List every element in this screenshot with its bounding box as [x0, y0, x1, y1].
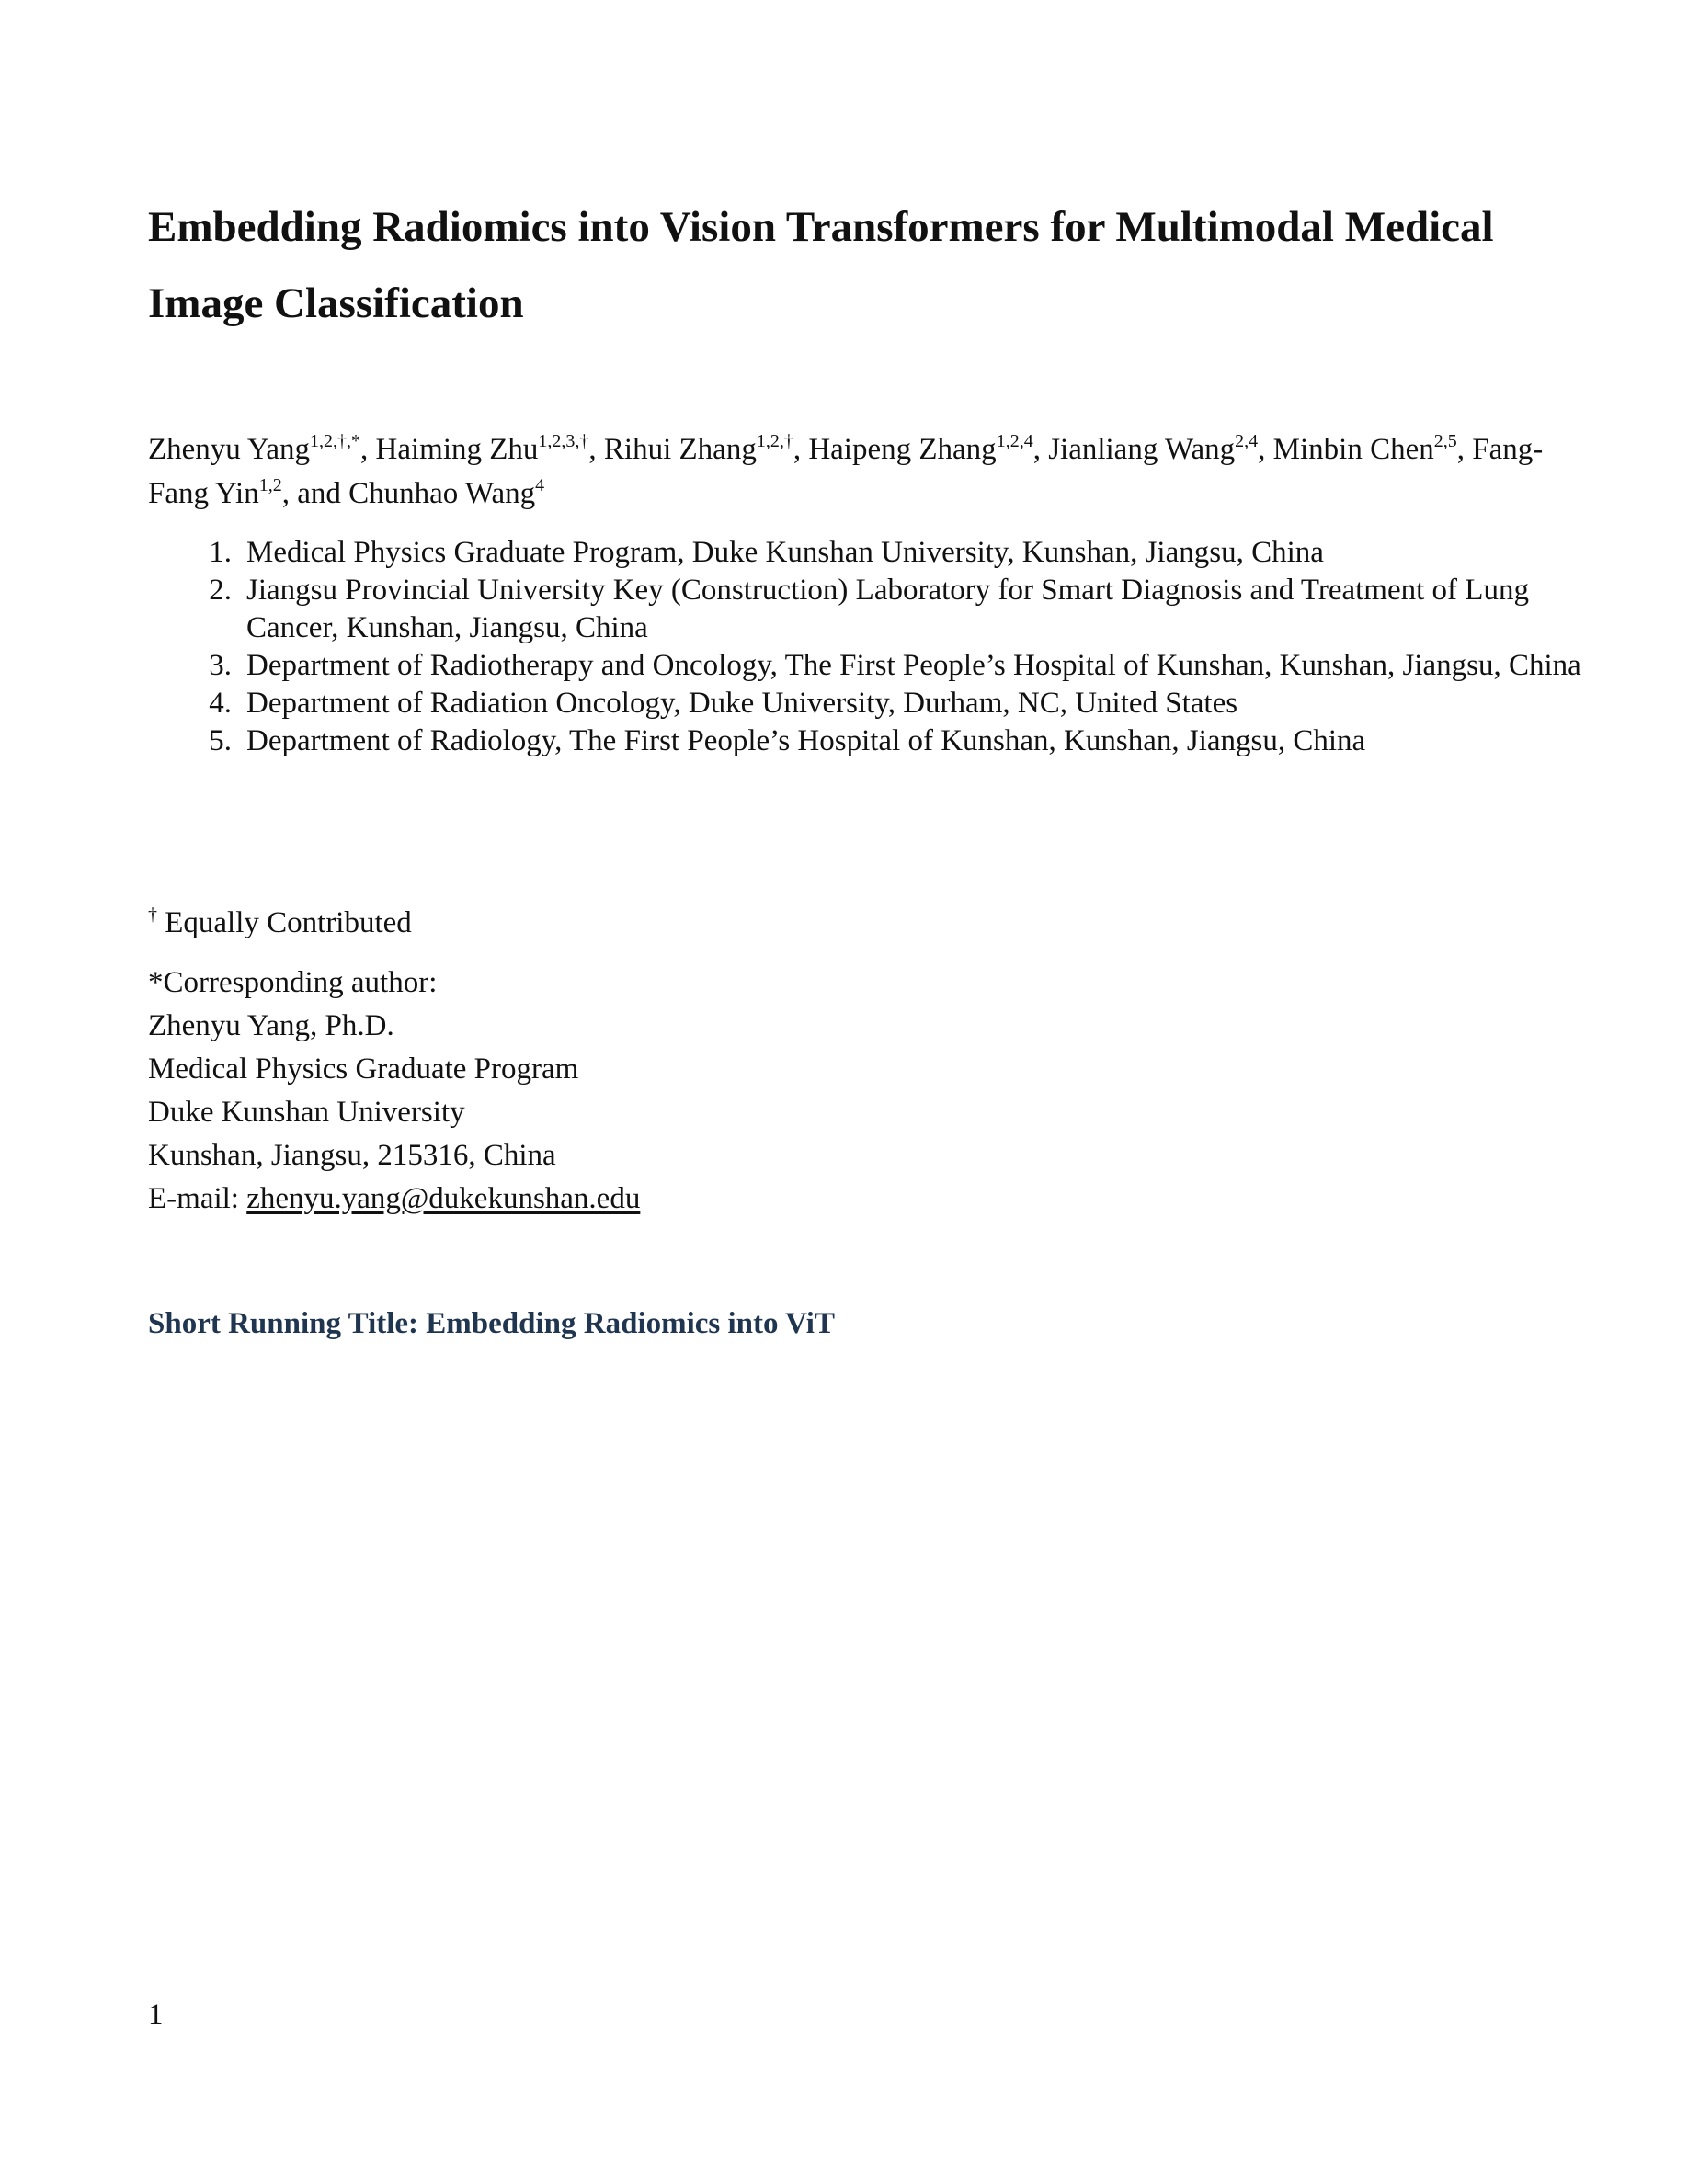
author-name: Jianliang Wang: [1048, 433, 1236, 466]
affiliation-number: 4.: [209, 687, 232, 720]
affiliation-text: Medical Physics Graduate Program, Duke Kunshan University, Kunshan, Jiangsu, China: [246, 536, 1324, 569]
author-name: Haipeng Zhang: [808, 433, 997, 466]
page-number: 1: [148, 1998, 164, 2031]
corresponding-program: Medical Physics Graduate Program: [148, 1052, 579, 1086]
paper-title: Embedding Radiomics into Vision Transformers for Multimodal Medical Image Classification: [148, 203, 1494, 327]
corresponding-address: Kunshan, Jiangsu, 215316, China: [148, 1139, 556, 1172]
author-list: [148, 427, 1555, 516]
running-title: Short Running Title: Embedding Radiomics into ViT: [148, 1307, 835, 1340]
corresponding-author-block: [148, 961, 640, 1221]
corresponding-name: Zhenyu Yang, Ph.D.: [148, 1009, 394, 1042]
equal-contribution-text: Equally Contributed: [157, 906, 412, 939]
author-name: Chunhao Wang: [348, 477, 536, 510]
author-separator: ,: [793, 433, 809, 466]
author-separator: ,: [1456, 433, 1473, 466]
equal-contribution-note: [148, 901, 412, 945]
author-name: Haiming Zhu: [375, 433, 539, 466]
author-name: Zhenyu Yang: [148, 433, 311, 466]
affiliation-number: 2.: [209, 574, 232, 607]
affiliation-item: [148, 572, 1582, 647]
email-label: E-mail:: [148, 1182, 247, 1215]
dagger-mark: †: [148, 904, 157, 925]
affiliation-text: Department of Radiotherapy and Oncology, The First People’s Hospital of Kunshan, Kunshan, Jiangsu, China: [246, 649, 1581, 682]
corresponding-institution: Duke Kunshan University: [148, 1096, 465, 1129]
author-affiliation-marks: 1,2,†,*: [310, 431, 361, 451]
author-affiliation-marks: 4: [535, 475, 545, 495]
author-affiliation-marks: 1,2,3,†: [538, 431, 589, 451]
author-separator: ,: [360, 433, 376, 466]
affiliation-number: 1.: [209, 536, 232, 569]
affiliation-item: [148, 722, 1582, 760]
author-separator: , and: [281, 477, 349, 510]
author-separator: ,: [588, 433, 604, 466]
author-name: Rihui Zhang: [603, 433, 757, 466]
author-affiliation-marks: 1,2,4: [996, 431, 1033, 451]
affiliation-text: Department of Radiation Oncology, Duke University, Durham, NC, United States: [246, 687, 1238, 720]
affiliation-number: 3.: [209, 649, 232, 682]
corresponding-email-line: [148, 1177, 640, 1221]
author-separator: ,: [1258, 433, 1273, 466]
author-affiliation-marks: 2,5: [1433, 431, 1457, 451]
email-link[interactable]: zhenyu.yang@dukekunshan.edu: [246, 1182, 641, 1215]
affiliation-text: Jiangsu Provincial University Key (Construction) Laboratory for Smart Diagnosis and Treatment of Lung Cancer, Kunshan, Jiangsu, China: [246, 574, 1529, 644]
author-affiliation-marks: 2,4: [1235, 431, 1259, 451]
author-name: Minbin Chen: [1272, 433, 1434, 466]
affiliation-list: [148, 534, 1582, 760]
affiliation-text: Department of Radiology, The First People’s Hospital of Kunshan, Kunshan, Jiangsu, China: [246, 724, 1366, 757]
affiliation-item: [148, 647, 1582, 685]
affiliation-number: 5.: [209, 724, 232, 757]
author-affiliation-marks: 1,2: [258, 475, 282, 495]
author-name: Fang-Fang Yin: [148, 433, 1544, 510]
affiliation-item: [148, 534, 1582, 572]
corresponding-heading: *Corresponding author:: [148, 966, 438, 999]
author-separator: ,: [1032, 433, 1049, 466]
author-affiliation-marks: 1,2,†: [756, 431, 793, 451]
affiliation-item: [148, 685, 1582, 722]
